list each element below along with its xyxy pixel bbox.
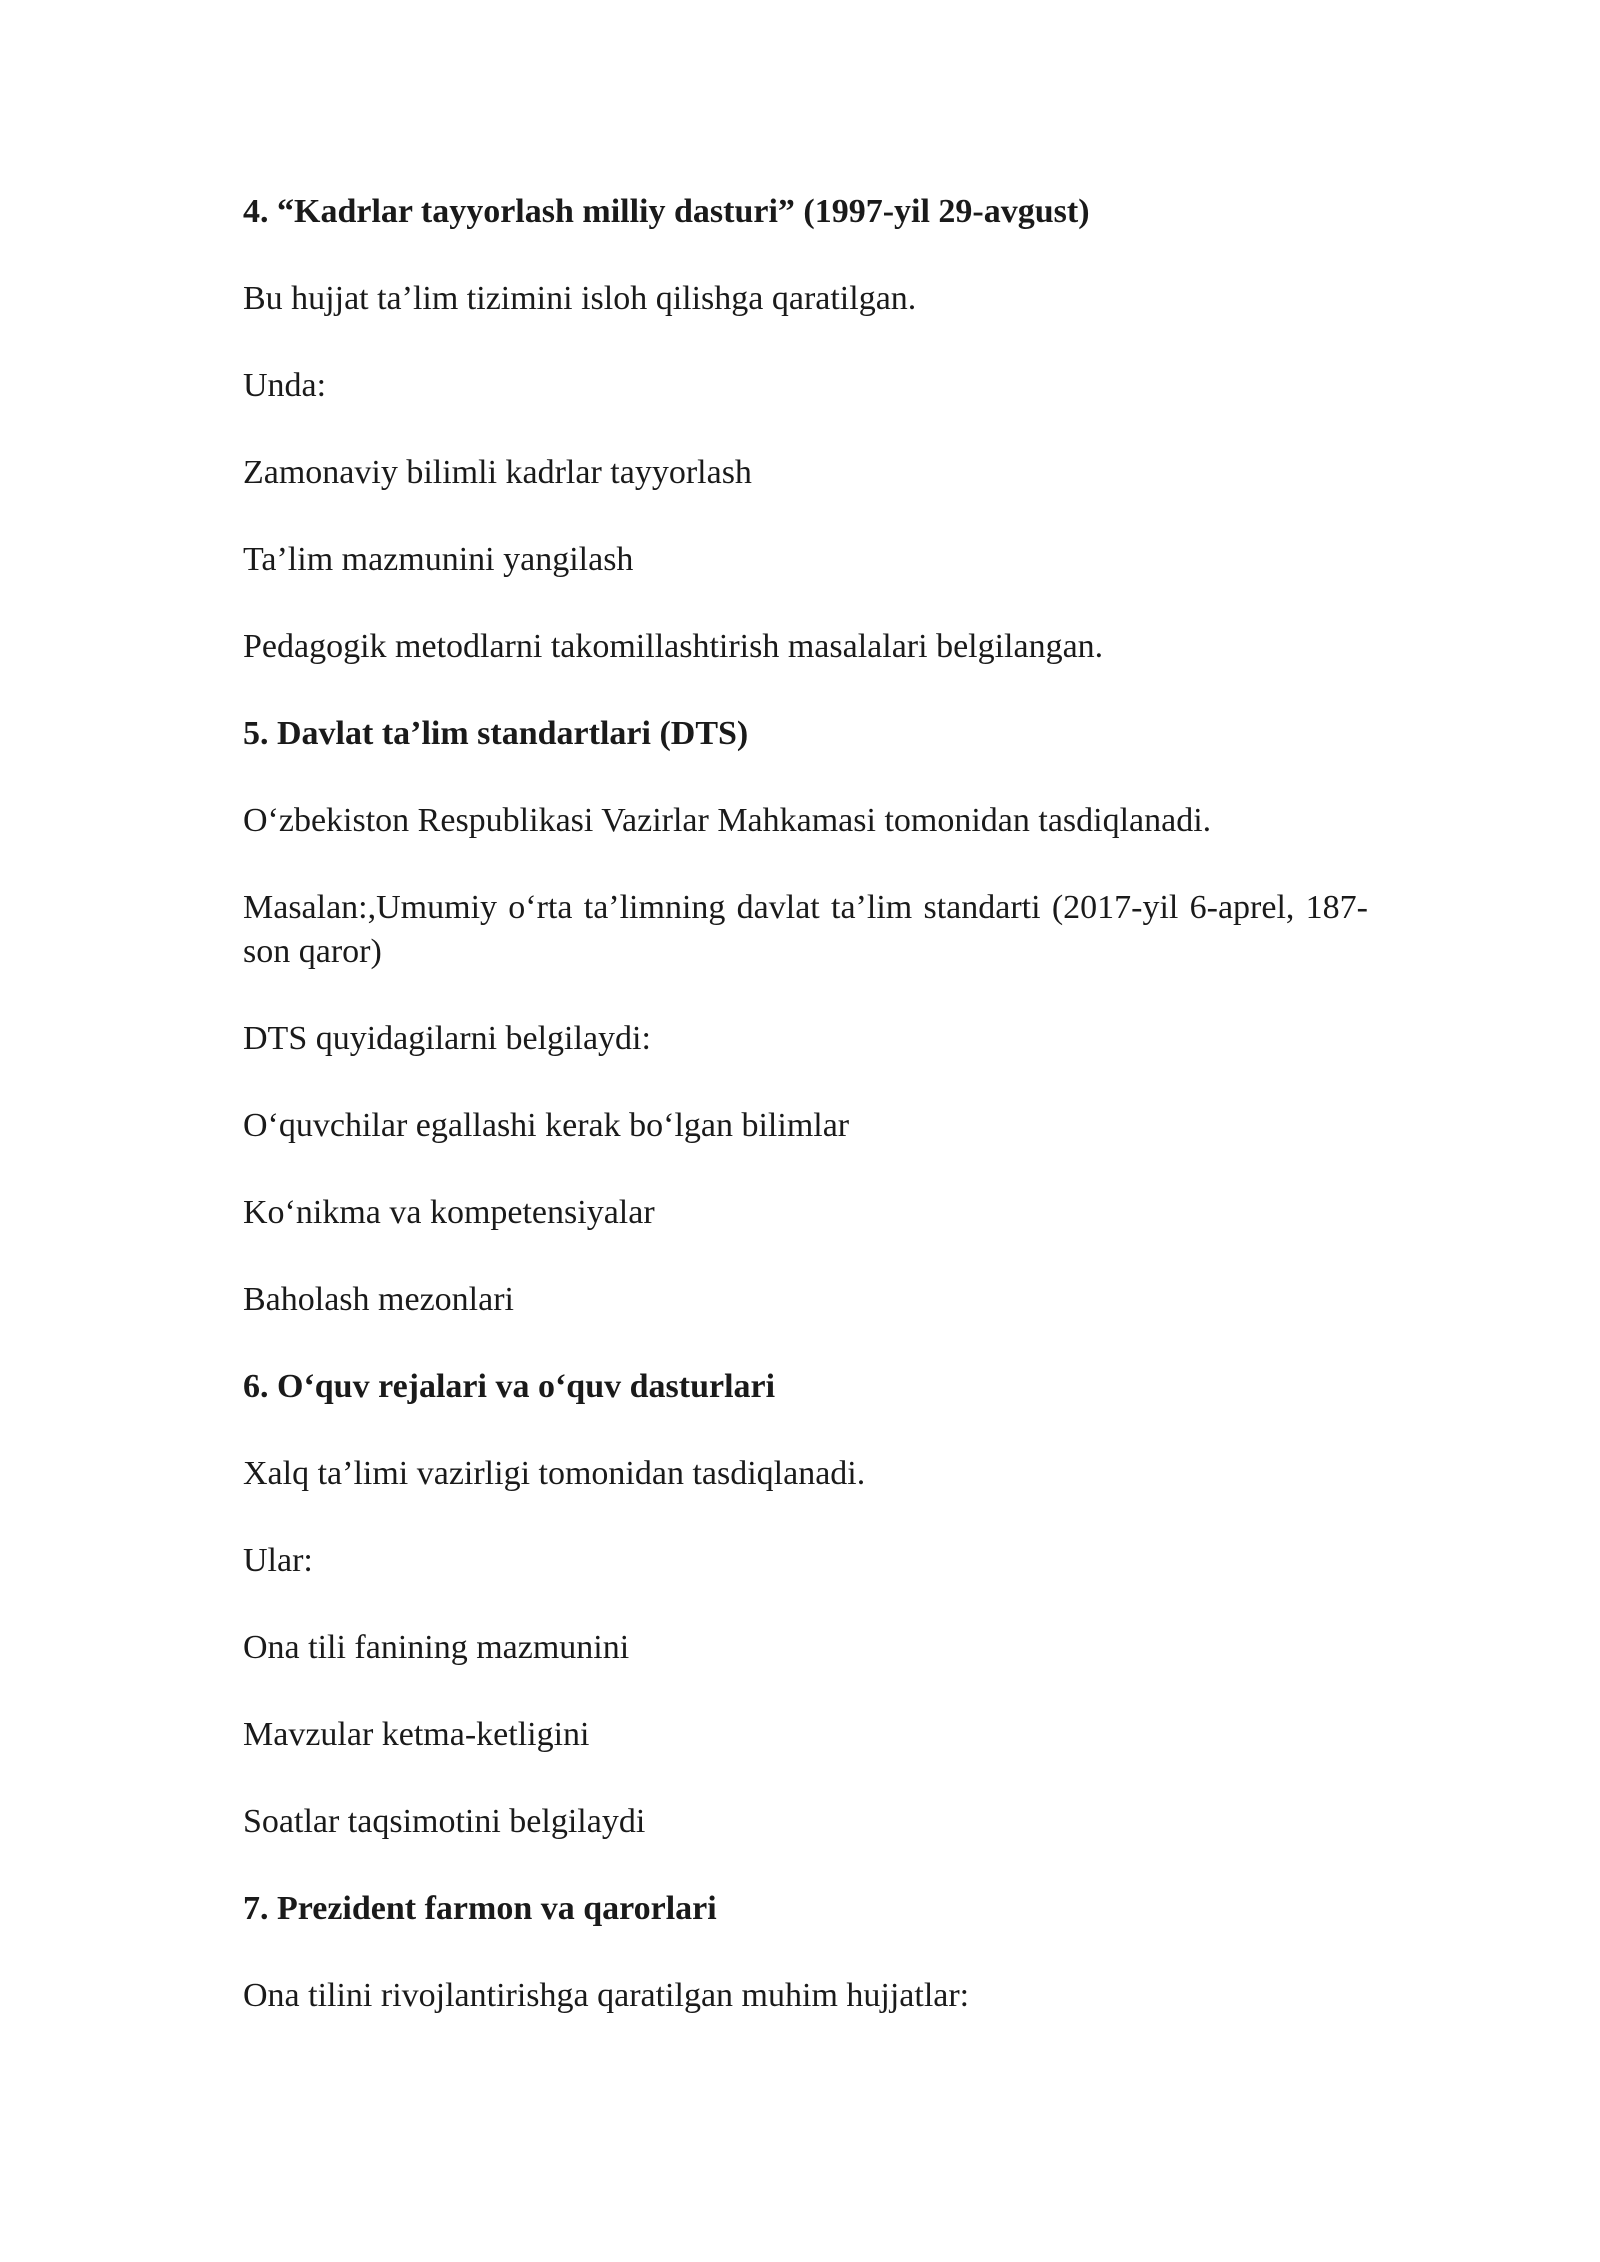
list-item: Ta’lim mazmunini yangilash <box>243 541 634 578</box>
paragraph-example: Masalan:,Umumiy o‘rta ta’limning davlat ta’lim standarti (2017-yil 6-aprel, 187-son qaror) <box>243 889 1368 970</box>
list-item: Baholash mezonlari <box>243 1281 514 1318</box>
section-heading-7: 7. Prezident farmon va qarorlari <box>243 1890 717 1927</box>
paragraph: DTS quyidagilarni belgilaydi: <box>243 1020 651 1057</box>
section-heading-4: 4. “Kadrlar tayyorlash milliy dasturi” (1997-yil 29-avgust) <box>243 193 1090 230</box>
document-body <box>243 190 1368 2061</box>
paragraph: Bu hujjat ta’lim tizimini isloh qilishga qaratilgan. <box>243 280 917 317</box>
paragraph: Unda: <box>243 367 327 404</box>
list-item: Pedagogik metodlarni takomillashtirish masalalari belgilangan. <box>243 628 1104 665</box>
list-item: Soatlar taqsimotini belgilaydi <box>243 1803 646 1840</box>
list-item: Ko‘nikma va kompetensiyalar <box>243 1194 655 1231</box>
list-item: Ona tili fanining mazmunini <box>243 1629 630 1666</box>
paragraph: Ular: <box>243 1542 313 1579</box>
paragraph: O‘zbekiston Respublikasi Vazirlar Mahkamasi tomonidan tasdiqlanadi. <box>243 802 1212 839</box>
list-item: Mavzular ketma-ketligini <box>243 1716 590 1753</box>
paragraph: Xalq ta’limi vazirligi tomonidan tasdiqlanadi. <box>243 1455 866 1492</box>
section-heading-5: 5. Davlat ta’lim standartlari (DTS) <box>243 715 749 752</box>
section-heading-6: 6. O‘quv rejalari va o‘quv dasturlari <box>243 1368 776 1405</box>
paragraph: Ona tilini rivojlantirishga qaratilgan muhim hujjatlar: <box>243 1977 970 2014</box>
list-item: O‘quvchilar egallashi kerak bo‘lgan bilimlar <box>243 1107 850 1144</box>
list-item: Zamonaviy bilimli kadrlar tayyorlash <box>243 454 752 491</box>
